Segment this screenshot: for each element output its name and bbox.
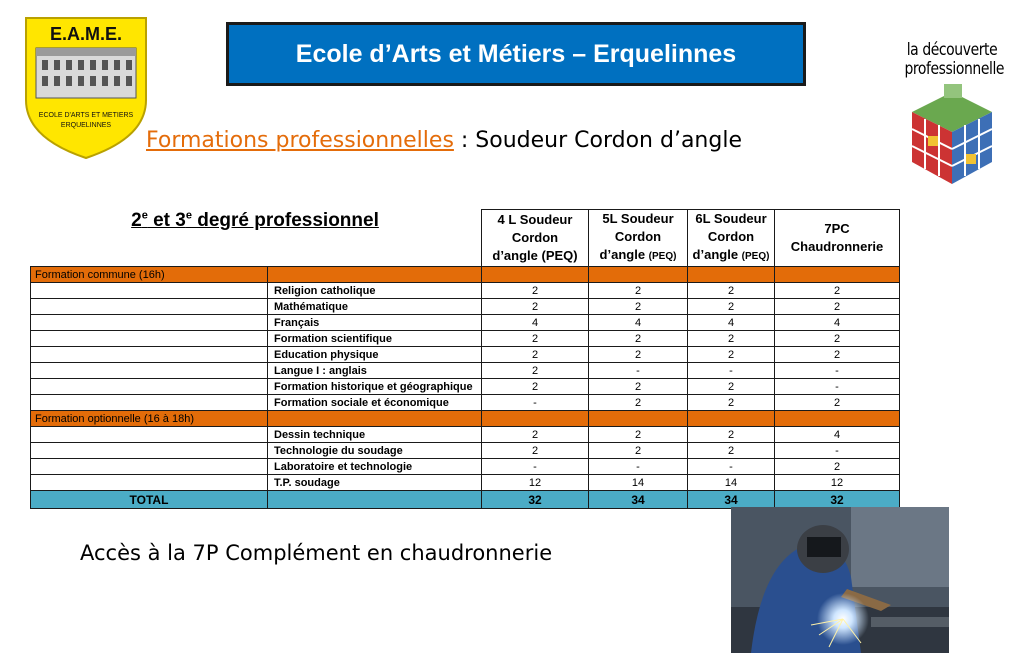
course-label: Formation sociale et économique: [268, 395, 482, 411]
hours-cell: 2: [482, 283, 589, 299]
table-row: [31, 299, 900, 315]
hours-cell: 2: [482, 427, 589, 443]
page-subtitle: [146, 128, 742, 153]
hours-cell: 2: [589, 331, 688, 347]
curriculum-table: [30, 209, 900, 509]
hours-cell: 2: [589, 395, 688, 411]
total-label: TOTAL: [31, 491, 268, 509]
hours-cell: 2: [775, 347, 900, 363]
hours-cell: 2: [688, 395, 775, 411]
hours-cell: 14: [688, 475, 775, 491]
hours-cell: 2: [589, 443, 688, 459]
table-row: [31, 363, 900, 379]
hours-cell: 4: [775, 315, 900, 331]
hours-cell: -: [589, 459, 688, 475]
course-label: Formation historique et géographique: [268, 379, 482, 395]
hours-cell: 12: [482, 475, 589, 491]
hours-cell: -: [775, 443, 900, 459]
rubik-cube-icon: [904, 84, 1000, 190]
column-header-4l: 4 L Soudeur Cordon d’angle (PEQ): [482, 210, 589, 267]
hours-cell: 2: [775, 299, 900, 315]
subtitle-rest: : Soudeur Cordon d’angle: [453, 128, 742, 153]
brand-logo: [894, 40, 1010, 192]
hours-cell: 2: [482, 363, 589, 379]
hours-cell: 2: [775, 395, 900, 411]
course-label: Formation scientifique: [268, 331, 482, 347]
total-cell: 34: [589, 491, 688, 509]
hours-cell: 2: [482, 443, 589, 459]
hours-cell: -: [775, 363, 900, 379]
table-row: [31, 459, 900, 475]
row-spacer: [31, 315, 268, 331]
hours-cell: -: [589, 363, 688, 379]
table-row: [31, 331, 900, 347]
section-row-common: [31, 267, 900, 283]
row-spacer: [31, 395, 268, 411]
hours-cell: -: [688, 459, 775, 475]
hours-cell: 2: [688, 283, 775, 299]
logo-title: E.A.M.E.: [49, 24, 123, 44]
hours-cell: -: [482, 459, 589, 475]
table-row: [31, 347, 900, 363]
total-cell: 34: [688, 491, 775, 509]
table-row: [31, 443, 900, 459]
course-label: Laboratoire et technologie: [268, 459, 482, 475]
row-spacer: [31, 363, 268, 379]
row-spacer: [31, 459, 268, 475]
hours-cell: 2: [688, 427, 775, 443]
row-spacer: [31, 427, 268, 443]
degree-heading: 2e et 3e degré professionnel: [131, 210, 379, 232]
hours-cell: 2: [589, 299, 688, 315]
column-header-5l: 5L Soudeur Cordon d’angle (PEQ): [589, 210, 688, 267]
school-logo: [22, 14, 150, 162]
access-note: Accès à la 7P Complément en chaudronnerie: [80, 541, 553, 565]
course-label: Religion catholique: [268, 283, 482, 299]
hours-cell: 2: [688, 347, 775, 363]
table-row: [31, 395, 900, 411]
hours-cell: 2: [688, 443, 775, 459]
section-label: Formation commune (16h): [31, 267, 268, 283]
row-spacer: [31, 283, 268, 299]
brand-line-2: professionnelle: [904, 59, 1005, 79]
logo-caption-1: ECOLE D'ARTS ET METIERS: [38, 112, 134, 119]
row-spacer: [31, 331, 268, 347]
hours-cell: -: [482, 395, 589, 411]
hours-cell: 2: [589, 347, 688, 363]
hours-cell: 2: [688, 299, 775, 315]
table-row: [31, 379, 900, 395]
table-row: [31, 427, 900, 443]
course-label: Langue I : anglais: [268, 363, 482, 379]
welder-photo: [731, 507, 949, 653]
hours-cell: 2: [688, 331, 775, 347]
section-label: Formation optionnelle (16 à 18h): [31, 411, 268, 427]
hours-cell: 2: [589, 283, 688, 299]
section-row-optional: [31, 411, 900, 427]
course-label: T.P. soudage: [268, 475, 482, 491]
course-label: Mathématique: [268, 299, 482, 315]
hours-cell: 2: [482, 379, 589, 395]
course-label: Education physique: [268, 347, 482, 363]
total-cell: 32: [482, 491, 589, 509]
hours-cell: 2: [482, 347, 589, 363]
hours-cell: 2: [482, 299, 589, 315]
banner-title: Ecole d’Arts et Métiers – Erquelinnes: [295, 39, 737, 68]
table-row: [31, 315, 900, 331]
hours-cell: 2: [688, 379, 775, 395]
course-label: Technologie du soudage: [268, 443, 482, 459]
row-spacer: [31, 347, 268, 363]
title-banner: [226, 22, 806, 86]
total-cell: 32: [775, 491, 900, 509]
row-spacer: [31, 299, 268, 315]
row-spacer: [31, 475, 268, 491]
subtitle-highlight: Formations professionnelles: [146, 128, 454, 153]
hours-cell: -: [775, 379, 900, 395]
total-row: [31, 491, 900, 509]
row-spacer: [31, 379, 268, 395]
course-label: Dessin technique: [268, 427, 482, 443]
hours-cell: 14: [589, 475, 688, 491]
hours-cell: -: [688, 363, 775, 379]
hours-cell: 2: [775, 283, 900, 299]
row-spacer: [31, 443, 268, 459]
hours-cell: 2: [589, 379, 688, 395]
hours-cell: 12: [775, 475, 900, 491]
hours-cell: 2: [482, 331, 589, 347]
course-label: Français: [268, 315, 482, 331]
hours-cell: 4: [775, 427, 900, 443]
table-row: [31, 283, 900, 299]
logo-caption-2: ERQUELINNES: [60, 122, 112, 129]
hours-cell: 4: [688, 315, 775, 331]
column-header-7pc: 7PC Chaudronnerie: [775, 210, 900, 267]
hours-cell: 2: [589, 427, 688, 443]
hours-cell: 4: [482, 315, 589, 331]
hours-cell: 2: [775, 459, 900, 475]
brand-line-1: la découverte: [906, 40, 998, 60]
column-header-6l: 6L Soudeur Cordon d’angle (PEQ): [688, 210, 775, 267]
table-row: [31, 475, 900, 491]
hours-cell: 4: [589, 315, 688, 331]
hours-cell: 2: [775, 331, 900, 347]
